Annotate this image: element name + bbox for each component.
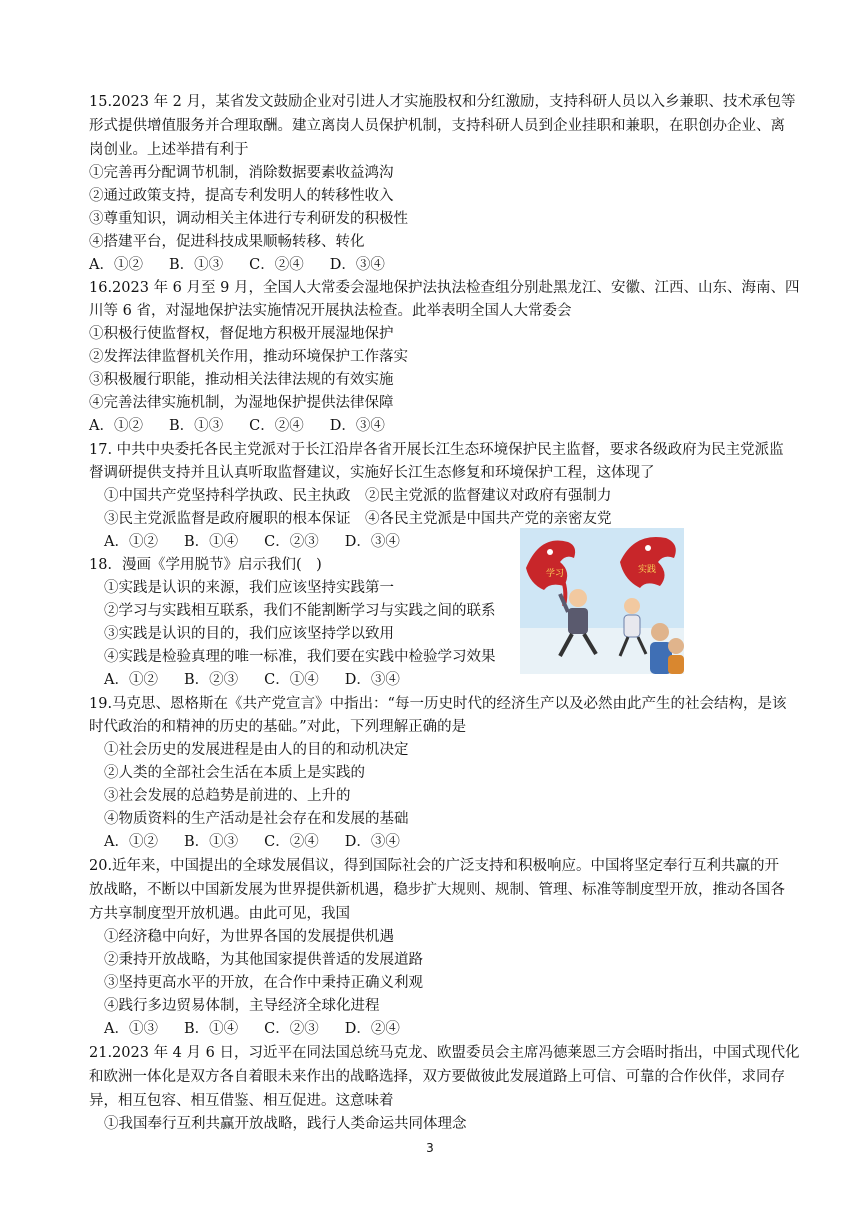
question-16-line-1: 16.2023 年 6 月至 9 月，全国人大常委会湿地保护法执法检查组分别赴黑龙江、安徽、江西、山东、海南、四 [89, 280, 800, 296]
answer-d: D．③④ [329, 257, 385, 273]
question-18-option-3: ③实践是认识的目的，我们应该坚持学以致用 [104, 626, 394, 642]
answer-b: B．①③ [168, 257, 224, 273]
answer-d: D．②④ [344, 1021, 400, 1037]
question-15-line-1: 15.2023 年 2 月，某省发文鼓励企业对引进人才实施股权和分红激励，支持科研人员以入乡兼职、技术承包等 [89, 94, 796, 110]
question-15-line-2: 形式提供增值服务并合理取酬。建立离岗人员保护机制，支持科研人员到企业挂职和兼职，在职创办企业、离 [89, 118, 785, 134]
answer-d: D．③④ [329, 418, 385, 434]
runner-body [568, 608, 588, 634]
question-17-line-1: 17. 中共中央委托各民主党派对于长江沿岸各省开展长江生态环境保护民主监督，要求各级政府为民主党派监 [89, 442, 784, 458]
question-15-line-3: 岗创业。上述举措有利于 [89, 142, 249, 158]
left-dragon-eye [547, 549, 553, 555]
answer-a: A．①② [89, 257, 143, 273]
question-20-option-1: ①经济稳中向好，为世界各国的发展提供机遇 [104, 929, 394, 945]
answer-a: A．①② [104, 672, 158, 688]
question-21-line-1: 21.2023 年 4 月 6 日，习近平在同法国总统马克龙、欧盟委员会主席冯德莱恩三方会晤时指出，中国式现代化 [89, 1045, 800, 1061]
question-16-option-3: ③积极履行职能，推动相关法律法规的有效实施 [89, 372, 394, 388]
question-20-line-3: 方共享制度型开放机遇。由此可见，我国 [89, 906, 350, 922]
question-18-answers [104, 670, 400, 690]
answer-c: C．②③ [264, 534, 319, 550]
page-number: 3 [426, 1141, 434, 1155]
question-19-option-2: ②人类的全部社会生活在本质上是实践的 [104, 765, 365, 781]
question-15-option-4: ④搭建平台，促进科技成果顺畅转移、转化 [89, 234, 365, 250]
question-20-option-2: ②秉持开放战略，为其他国家提供普适的发展道路 [104, 952, 423, 968]
answer-b: B．①③ [168, 418, 224, 434]
runner-head [569, 589, 587, 607]
question-15-option-3: ③尊重知识，调动相关主体进行专利研发的积极性 [89, 211, 408, 227]
question-19-answers [104, 832, 400, 852]
question-18-option-4: ④实践是检验真理的唯一标准，我们要在实践中检验学习效果 [104, 649, 496, 665]
question-15-option-2: ②通过政策支持，提高专利发明人的转移性收入 [89, 188, 394, 204]
question-16-option-1: ①积极行使监督权，督促地方积极开展湿地保护 [89, 326, 394, 342]
answer-c: C．②③ [264, 1021, 319, 1037]
question-18-line-1: 18．漫画《学用脱节》启示我们( ) [89, 557, 322, 573]
question-16-line-2: 川等 6 省，对湿地保护法实施情况开展执法检查。此举表明全国人大常委会 [89, 303, 572, 319]
answer-b: B．①③ [183, 834, 239, 850]
question-16-answers [89, 416, 385, 436]
answer-d: D．③④ [344, 672, 400, 688]
question-19-option-4: ④物质资料的生产活动是社会存在和发展的基础 [104, 811, 409, 827]
question-20-line-1: 20.近年来，中国提出的全球发展倡议，得到国际社会的广泛支持和积极响应。中国将坚定奉行互利共赢的开 [89, 858, 780, 874]
question-16-option-2: ②发挥法律监督机关作用，推动环境保护工作落实 [89, 349, 408, 365]
answer-b: B．②③ [183, 672, 239, 688]
second-runner-body [624, 615, 640, 637]
answer-a: A．①② [104, 834, 158, 850]
question-17-option-row-2: ③民主党派监督是政府履职的根本保证 ④各民主党派是中国共产党的亲密友党 [104, 511, 612, 527]
question-21-option-1: ①我国奉行互利共赢开放战略，践行人类命运共同体理念 [104, 1116, 467, 1132]
answer-a: A．①② [89, 418, 143, 434]
answer-c: C．②④ [249, 257, 304, 273]
onlooker-body-2 [668, 655, 684, 674]
question-15-option-1: ①完善再分配调节机制，消除数据要素收益鸿沟 [89, 165, 394, 181]
question-20-answers [104, 1019, 400, 1039]
answer-b: B．①④ [183, 534, 239, 550]
question-15-answers [89, 255, 385, 275]
answer-d: D．③④ [344, 534, 400, 550]
question-20-option-4: ④践行多边贸易体制，主导经济全球化进程 [104, 998, 380, 1014]
right-dragon-eye [645, 545, 651, 551]
question-20-option-3: ③坚持更高水平的开放，在合作中秉持正确义利观 [104, 975, 423, 991]
question-16-option-4: ④完善法律实施机制，为湿地保护提供法律保障 [89, 395, 394, 411]
right-dragon-label [638, 563, 656, 575]
second-runner-head [624, 598, 640, 614]
question-17-option-row-1: ①中国共产党坚持科学执政、民主执政 ②民主党派的监督建议对政府有强制力 [104, 488, 612, 504]
question-19-line-2: 时代政治的和精神的历史的基础。”对此，下列理解正确的是 [89, 719, 467, 735]
question-21-line-2: 和欧洲一体化是双方各自着眼未来作出的战略选择，双方要做彼此发展道路上可信、可靠的合作伙伴，求同存 [89, 1069, 785, 1085]
question-19-option-1: ①社会历史的发展进程是由人的目的和动机决定 [104, 742, 409, 758]
answer-a: A．①③ [104, 1021, 158, 1037]
onlooker-head-2 [668, 638, 684, 654]
question-17-line-2: 督调研提供支持并且认真听取监督建议，实施好长江生态修复和环境保护工程，这体现了 [89, 465, 655, 481]
question-17-answers [104, 532, 400, 552]
answer-b: B．①④ [183, 1021, 239, 1037]
answer-c: C．②④ [264, 834, 319, 850]
left-dragon-label [546, 567, 564, 579]
svg-text:实践: 实践 [638, 565, 657, 575]
question-20-line-2: 放战略，不断以中国新发展为世界提供新机遇，稳步扩大规则、规制、管理、标准等制度型开放，推动各国各 [89, 882, 785, 898]
cartoon-illustration [520, 528, 684, 674]
question-21-line-3: 异，相互包容、相互借鉴、相互促进。这意味着 [89, 1093, 394, 1109]
svg-text:学习: 学习 [546, 569, 565, 579]
answer-a: A．①② [104, 534, 158, 550]
question-18-option-2: ②学习与实践相互联系，我们不能割断学习与实践之间的联系 [104, 603, 496, 619]
onlooker-head-1 [651, 623, 669, 641]
question-18-option-1: ①实践是认识的来源，我们应该坚持实践第一 [104, 580, 394, 596]
answer-c: C．①④ [264, 672, 319, 688]
answer-d: D．③④ [344, 834, 400, 850]
question-19-option-3: ③社会发展的总趋势是前进的、上升的 [104, 788, 351, 804]
answer-c: C．②④ [249, 418, 304, 434]
question-19-line-1: 19.马克思、恩格斯在《共产党宣言》中指出：“每一历史时代的经济生产以及必然由此产生的社会结构，是该 [89, 696, 787, 712]
